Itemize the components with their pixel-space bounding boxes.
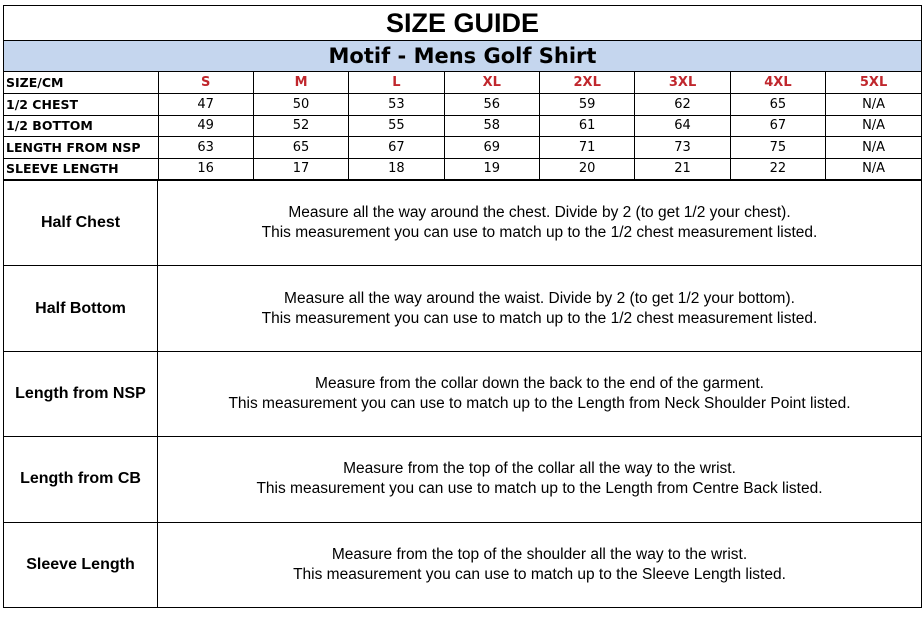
- cell: 62: [635, 94, 730, 116]
- guide-text: [158, 523, 921, 607]
- cell: 16: [158, 158, 253, 180]
- cell: 65: [253, 137, 348, 159]
- guide-text: [158, 181, 921, 265]
- cell: 17: [253, 158, 348, 180]
- guide-line: Measure from the top of the shoulder all the way to the wrist.: [331, 545, 748, 563]
- guide-line: This measurement you can use to match up to the 1/2 chest measurement listed.: [261, 309, 818, 327]
- size-3xl: 3XL: [635, 72, 730, 94]
- cell: 22: [730, 158, 825, 180]
- table-row: [4, 158, 921, 180]
- cell: 20: [540, 158, 635, 180]
- cell: 65: [730, 94, 825, 116]
- cell: 69: [444, 137, 539, 159]
- guide-line: This measurement you can use to match up to the 1/2 chest measurement listed.: [261, 224, 818, 242]
- guide-line: This measurement you can use to match up to the Length from Centre Back listed.: [256, 480, 823, 498]
- cell: 56: [444, 94, 539, 116]
- page-title: SIZE GUIDE: [4, 5, 921, 41]
- cell: 64: [635, 115, 730, 137]
- guide-row-half-bottom: [4, 266, 921, 351]
- guide-text: [158, 266, 921, 350]
- table-row: [4, 137, 921, 159]
- guide-line: Measure from the collar down the back to the end of the garment.: [315, 374, 764, 392]
- guide-line: This measurement you can use to match up to the Length from Neck Shoulder Point listed.: [228, 394, 851, 412]
- cell: 59: [540, 94, 635, 116]
- cell: N/A: [826, 94, 921, 116]
- size-table: [4, 72, 921, 180]
- size-guide: [3, 5, 922, 608]
- cell: 75: [730, 137, 825, 159]
- guide-text: [158, 437, 921, 521]
- cell: N/A: [826, 158, 921, 180]
- guide-label: Half Bottom: [4, 266, 158, 350]
- cell: 67: [349, 137, 444, 159]
- cell: 73: [635, 137, 730, 159]
- guide-label: Half Chest: [4, 181, 158, 265]
- table-row: [4, 115, 921, 137]
- size-5xl: 5XL: [826, 72, 921, 94]
- row-label: 1/2 BOTTOM: [4, 115, 158, 137]
- size-xl: XL: [444, 72, 539, 94]
- cell: 52: [253, 115, 348, 137]
- cell: 50: [253, 94, 348, 116]
- cell: 49: [158, 115, 253, 137]
- guide-line: Measure all the way around the chest. Divide by 2 (to get 1/2 your chest).: [288, 204, 791, 222]
- guide-row-length-nsp: [4, 352, 921, 437]
- guide-line: Measure all the way around the waist. Divide by 2 (to get 1/2 your bottom).: [284, 289, 795, 307]
- size-m: M: [253, 72, 348, 94]
- cell: 18: [349, 158, 444, 180]
- guide-label: Length from CB: [4, 437, 158, 521]
- cell: 71: [540, 137, 635, 159]
- guide-text: [158, 352, 921, 436]
- row-label: LENGTH FROM NSP: [4, 137, 158, 159]
- size-header-label: SIZE/CM: [4, 72, 158, 94]
- size-4xl: 4XL: [730, 72, 825, 94]
- cell: N/A: [826, 137, 921, 159]
- table-row: [4, 94, 921, 116]
- guide-line: This measurement you can use to match up to the Sleeve Length listed.: [293, 565, 786, 583]
- guide-label: Sleeve Length: [4, 523, 158, 607]
- cell: 61: [540, 115, 635, 137]
- cell: 58: [444, 115, 539, 137]
- cell: 19: [444, 158, 539, 180]
- cell: 63: [158, 137, 253, 159]
- guide-row-sleeve-length: [4, 523, 921, 608]
- size-2xl: 2XL: [540, 72, 635, 94]
- guide-row-length-cb: [4, 437, 921, 522]
- cell: 53: [349, 94, 444, 116]
- size-s: S: [158, 72, 253, 94]
- row-label: SLEEVE LENGTH: [4, 158, 158, 180]
- row-label: 1/2 CHEST: [4, 94, 158, 116]
- guide-row-half-chest: [4, 181, 921, 266]
- product-subtitle: Motif - Mens Golf Shirt: [4, 41, 921, 72]
- cell: 47: [158, 94, 253, 116]
- cell: N/A: [826, 115, 921, 137]
- cell: 21: [635, 158, 730, 180]
- cell: 55: [349, 115, 444, 137]
- guide-label: Length from NSP: [4, 352, 158, 436]
- guide-line: Measure from the top of the collar all the way to the wrist.: [343, 460, 736, 478]
- measurement-guide: [4, 180, 921, 608]
- cell: 67: [730, 115, 825, 137]
- size-header-row: [4, 72, 921, 94]
- size-l: L: [349, 72, 444, 94]
